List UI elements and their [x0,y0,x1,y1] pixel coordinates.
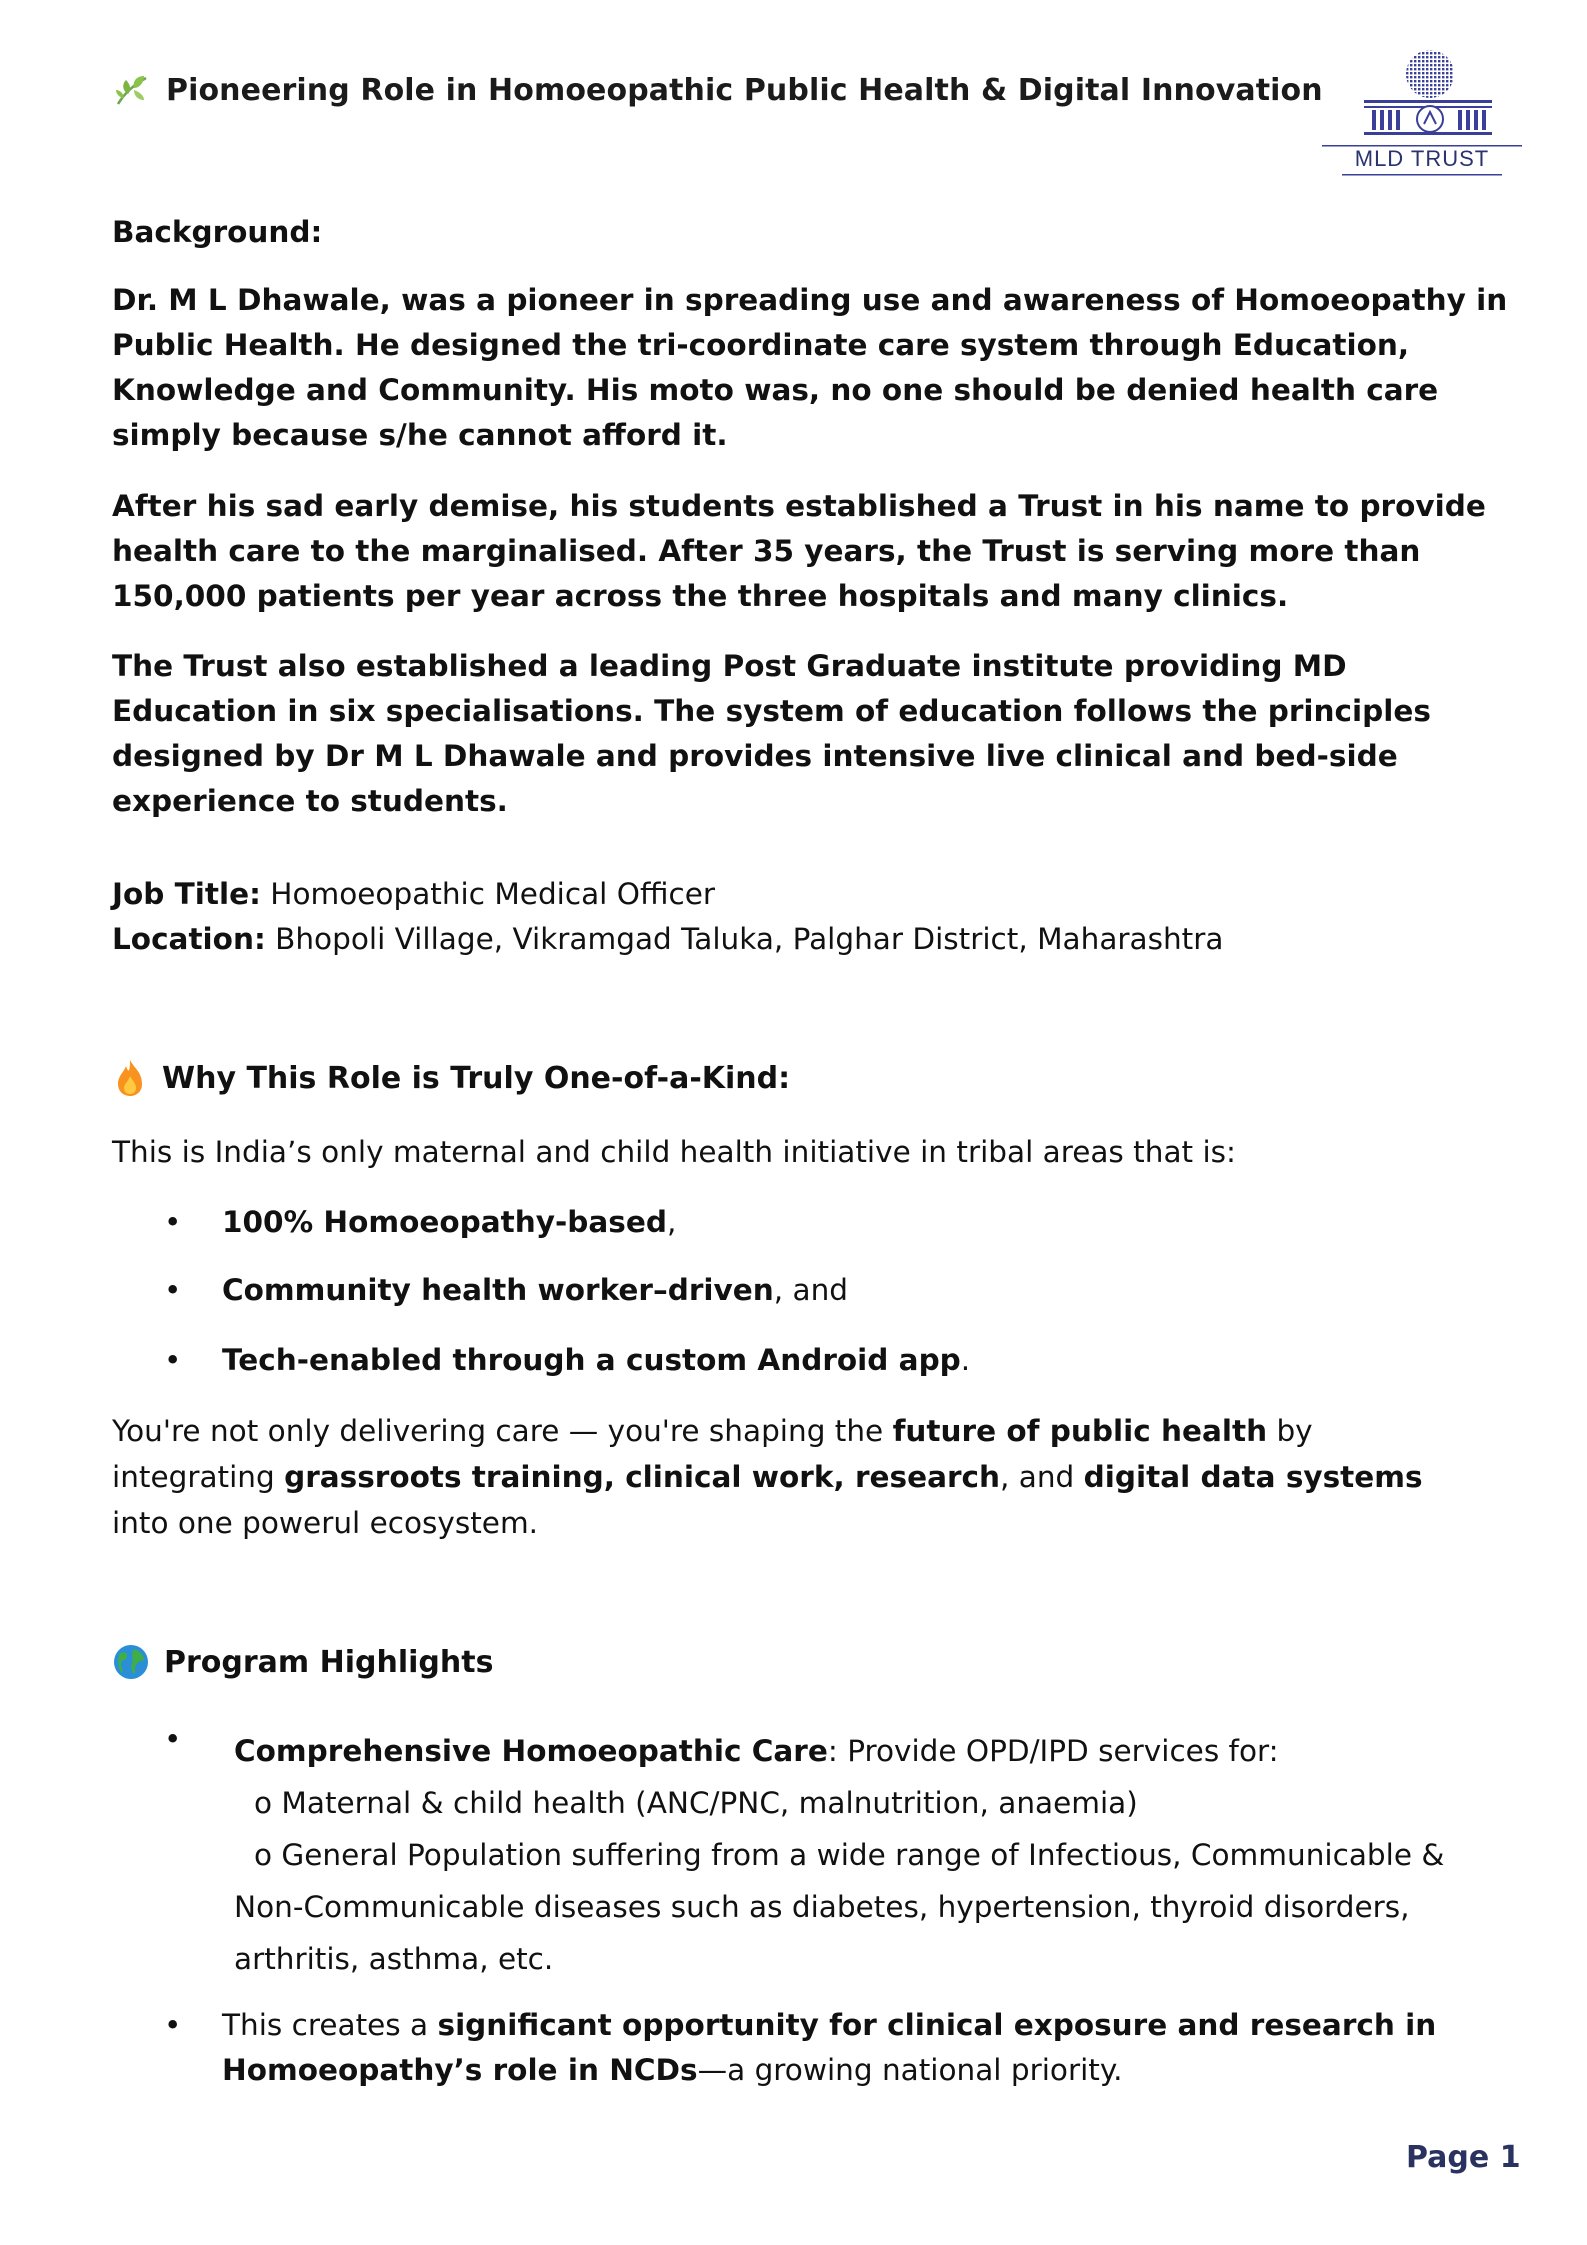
why-heading: Why This Role is Truly One-of-a-Kind: [112,1058,1512,1098]
leaf-icon [112,70,152,110]
document-page: Pioneering Role in Homoeopathic Public Health & Digital Innovation MLD TRUST Background: Dr. M L Dhawale, was a pioneer in spreading use and awareness of Homoeopathy in Public Health. He designed the tri-coordinate care system through Education, Knowledge and Community. His moto was, no one should be denied health care simply because s/he cannot afford it. After his sad early demise, his students established a Trust in his name to provide health care to the marginalised. After 35 years, the Trust is serving more than 150,000 patients per year across the three hospitals and many clinics. The Trust also established a leading Post Graduate institute providing MD Education in six specialisations. The system of education follows the principles designed by Dr M L Dhawale and provides intensive live clinical and bed-side experience to students. Job Title: Homoeopathic Medical Officer Location: Bhopoli Village, Vikramgad Taluka, Palghar District, Maharashtra Why This Role is Truly One-of-a-Kind: This is India’s only maternal and child health initiative in tribal areas that is: • 100% Homoeopathy-based, • Community health worker–driven, and • Tech-enabled through a custom Android app. You're not only delivering care — you're shaping the future of public health by integrating grassroots training, clinical work, research, and digital data systems into one powerul ecosystem. Program Highlights • Comprehensive Homoeopathic Care: Provide OPD/IPD services for: o Maternal & child health (ANC/PNC, malnutrition, anaemia) o General Population suffering from a wide range of Infectious, Communicable & Non-Communicable diseases such as diabetes, hypertension, thyroid disorders, arthritis, asthma, etc. • This creates a significant opportunity for clinical exposure and research in Homoeopathy’s role in NCDs—a growing national priority. Page 1 [0,0,1587,2245]
sub-item-general: o General Population suffering from a wide range of Infectious, Communicable & Non-Communicable diseases such as diabetes, hypertension, thyroid disorders, arthritis, asthma, etc. [234,1838,1445,1976]
sub-item-maternal: o Maternal & child health (ANC/PNC, malnutrition, anaemia) [254,1786,1138,1820]
background-heading: Background: [112,215,323,249]
background-paragraph-2: After his sad early demise, his students established a Trust in his name to provide health care to the marginalised. After 35 years, the Trust is serving more than 150,000 patients per year across the three hospitals and many clinics. [112,489,1486,613]
why-summary: You're not only delivering care — you're shaping the future of public health by integrating grassroots training, clinical work, research, and digital data systems into one powerul ecosystem. [112,1414,1423,1540]
job-title-label: Job Title: [112,877,261,911]
fire-icon [112,1058,148,1098]
globe-icon [112,1643,150,1681]
job-title-line [112,872,1512,917]
logo-text: MLD TRUST [1354,146,1490,171]
logo-emblem-icon [1322,48,1522,148]
logo-underline [1322,172,1522,178]
program-heading: Program Highlights [112,1643,1512,1681]
background-paragraph-1: Dr. M L Dhawale, was a pioneer in spreading use and awareness of Homoeopathy in Public Health. He designed the tri-coordinate care system through Education, Knowledge and Community. His moto was, no one should be denied health care simply because s/he cannot afford it. [112,283,1508,452]
location-value: Bhopoli Village, Vikramgad Taluka, Palghar District, Maharashtra [265,922,1224,956]
job-title-value: Homoeopathic Medical Officer [260,877,715,911]
why-intro: This is India’s only maternal and child health initiative in tribal areas that is: [112,1135,1236,1169]
header-title: Pioneering Role in Homoeopathic Public Health & Digital Innovation [166,72,1323,108]
mld-trust-logo [1322,48,1522,178]
location-label: Location: [112,922,266,956]
background-paragraph-3: The Trust also established a leading Post Graduate institute providing MD Education in six specialisations. The system of education follows the principles designed by Dr M L Dhawale and provides intensive live clinical and bed-side experience to students. [112,649,1431,818]
location-line [112,917,1512,962]
header [112,70,1323,110]
page-number: Page 1 [1406,2140,1521,2175]
